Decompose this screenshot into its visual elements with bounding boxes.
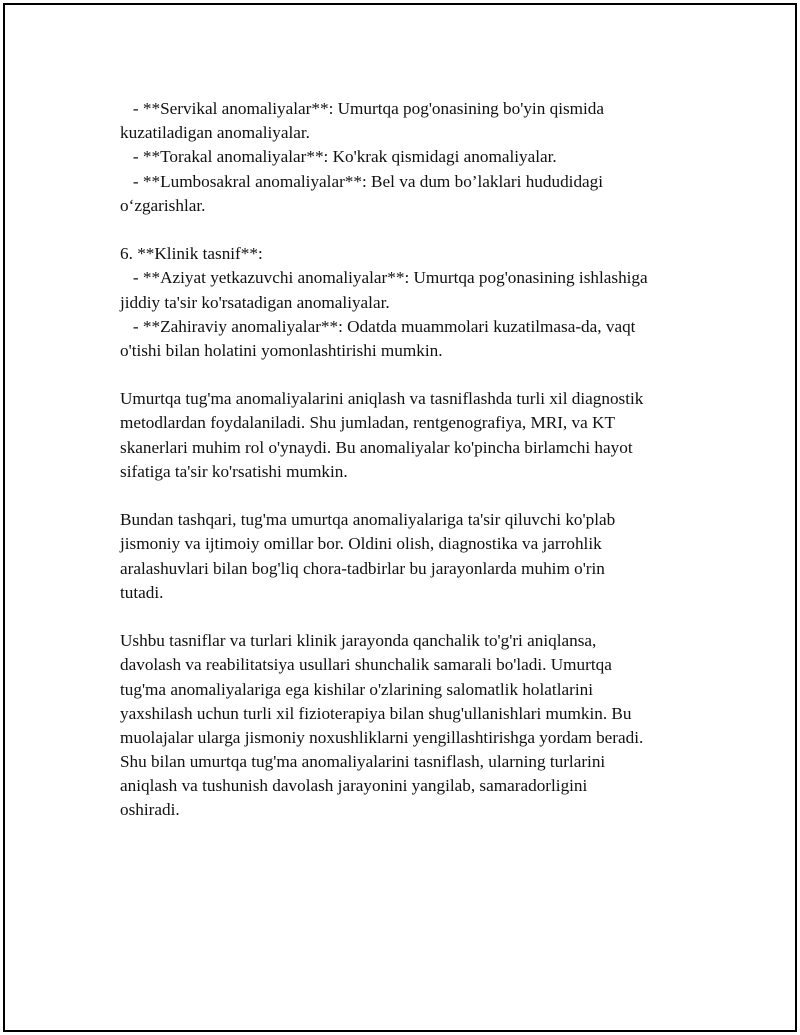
paragraph-gap [120, 605, 700, 629]
text-line: metodlardan foydalaniladi. Shu jumladan, rentgenografiya, MRI, va KT [120, 413, 615, 433]
text-line: - **Aziyat yetkazuvchi anomaliyalar**: Umurtqa pog'onasining ishlashiga [120, 268, 648, 288]
text-line: - **Lumbosakral anomaliyalar**: Bel va dum bo’laklari hududidagi [120, 171, 604, 191]
text-line: aralashuvlari bilan bog'liq chora-tadbirlar bu jarayonlarda muhim o'rin [120, 558, 605, 578]
text-line: o'tishi bilan holatini yomonlashtirishi mumkin. [120, 340, 443, 360]
text-line: tug'ma anomaliyalariga ega kishilar o'zlarining salomatlik holatlarini [120, 679, 593, 699]
page-frame [3, 3, 797, 1032]
text-line: sifatiga ta'sir ko'rsatishi mumkin. [120, 461, 348, 481]
text-line: - **Servikal anomaliyalar**: Umurtqa pog'onasining bo'yin qismida [120, 99, 605, 118]
text-line: 6. **Klinik tasnif**: [120, 244, 263, 264]
text-line: skanerlari muhim rol o'ynaydi. Bu anomaliyalar ko'pincha birlamchi hayot [120, 437, 633, 457]
text-line: oshiradi. [120, 800, 180, 820]
text-line: kuzatiladigan anomaliyalar. [120, 123, 310, 143]
text-line: muolajalar ularga jismoniy noxushliklarni yengillashtirishga yordam beradi. [120, 727, 644, 747]
text-line: tutadi. [120, 582, 164, 602]
paragraph-gap [120, 484, 700, 508]
text-line: Umurtqa tug'ma anomaliyalarini aniqlash va tasniflashda turli xil diagnostik [120, 389, 644, 409]
text-line: Bundan tashqari, tug'ma umurtqa anomaliyalariga ta'sir qiluvchi ko'plab [120, 510, 616, 530]
text-line: jismoniy va ijtimoiy omillar bor. Oldini olish, diagnostika va jarrohlik [120, 534, 602, 554]
text-line: - **Torakal anomaliyalar**: Ko'krak qismidagi anomaliyalar. [120, 147, 557, 167]
paragraph-gap [120, 218, 700, 242]
document-body [120, 97, 700, 823]
text-line: aniqlash va tushunish davolash jarayonini yangilab, samaradorligini [120, 776, 588, 796]
text-line: - **Zahiraviy anomaliyalar**: Odatda muammolari kuzatilmasa-da, vaqt [120, 316, 636, 336]
text-line: Ushbu tasniflar va turlari klinik jarayonda qanchalik to'g'ri aniqlansa, [120, 631, 597, 651]
text-line: yaxshilash uchun turli xil fizioterapiya bilan shug'ullanishlari mumkin. Bu [120, 703, 632, 723]
text-line: o‘zgarishlar. [120, 195, 206, 215]
paragraph-gap [120, 363, 700, 387]
text-line: jiddiy ta'sir ko'rsatadigan anomaliyalar. [120, 292, 390, 312]
text-line: Shu bilan umurtqa tug'ma anomaliyalarini tasniflash, ularning turlarini [120, 752, 606, 772]
text-line: davolash va reabilitatsiya usullari shunchalik samarali bo'ladi. Umurtqa [120, 655, 612, 675]
